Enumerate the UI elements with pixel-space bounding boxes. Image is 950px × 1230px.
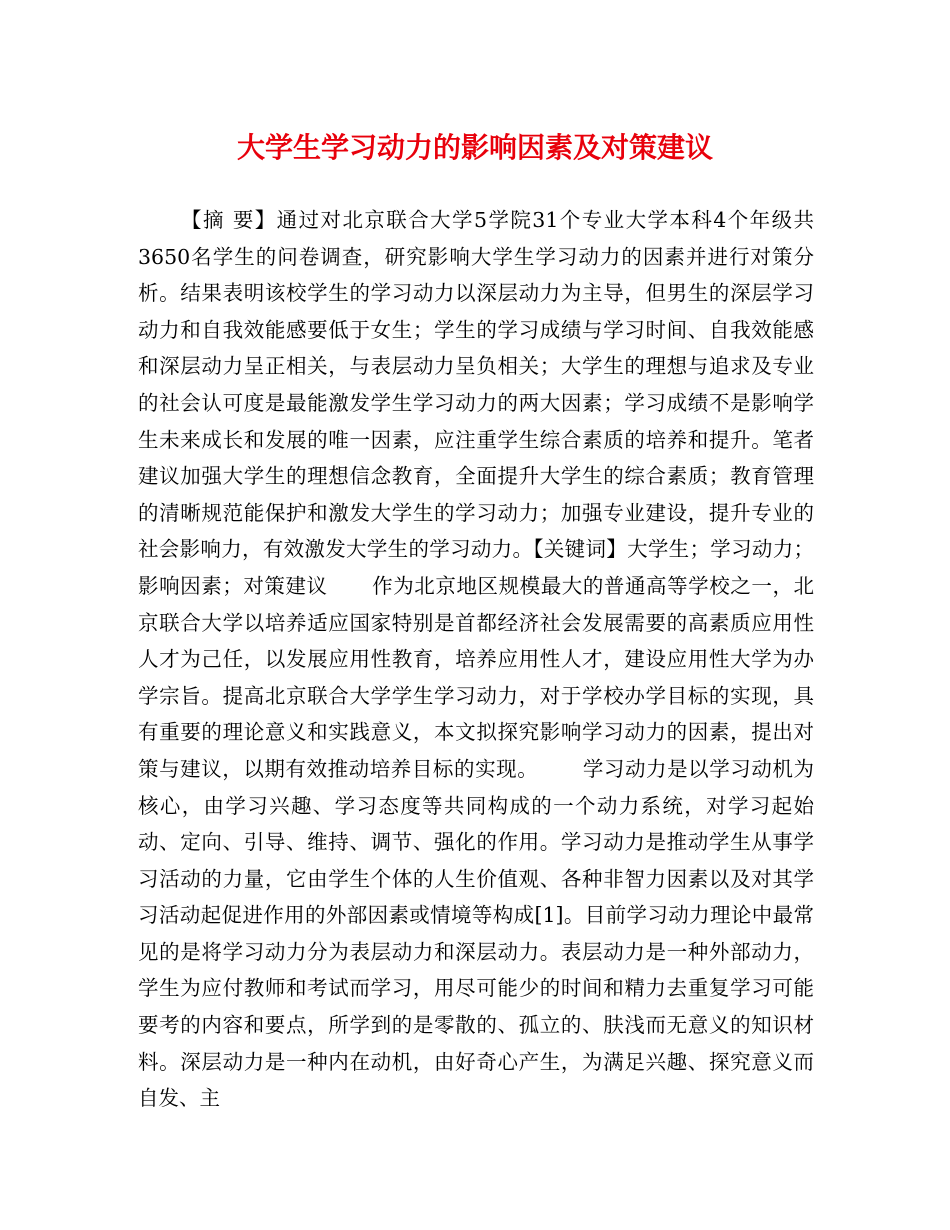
document-title: 大学生学习动力的影响因素及对策建议 (236, 131, 713, 164)
keywords-text: 【关键词】大学生；学习动力；影响因素；对策建议 (138, 537, 815, 598)
abstract-text: 【摘 要】通过对北京联合大学5学院31个专业大学本科4个年级共3650名学生的问卷调查，研究影响大学生学习动力的因素并进行对策分析。结果表明该校学生的学习动力以深层动力为主导，但男生的深层学习动力和自我效能感要低于女生；学生的学习成绩与学习时间、自我效能感和深层动力呈正相关，与表层动力呈负相关；大学生的理想与追求及专业的社会认可度是最能激发学生学习动力的两大因素；学习成绩不是影响学生未来成长和发展的唯一因素，应注重学生综合素质的培养和提升。笔者建议加强大学生的理想信念教育，全面提升大学生的综合素质；教育管理的清晰规范能保护和激发大学生的学习动力；加强专业建设，提升专业的社会影响力，有效激发大学生的学习动力。 (138, 208, 814, 562)
document-body (138, 202, 814, 1117)
body-paragraph-1: 作为北京地区规模最大的普通高等学校之一，北京联合大学以培养适应国家特别是首都经济社会发展需要的高素质应用性人才为己任，以发展应用性教育，培养应用性人才，建设应用性大学为办学宗旨。提高北京联合大学学生学习动力，对于学校办学目标的实现，具有重要的理论意义和实践意义，本文拟探究影响学习动力的因素，提出对策与建议，以期有效推动培养目标的实现。 (138, 573, 815, 781)
body-paragraph-2: 学习动力是以学习动机为核心，由学习兴趣、学习态度等共同构成的一个动力系统，对学习起始动、定向、引导、维持、调节、强化的作用。学习动力是推动学生从事学习活动的力量，它由学生个体的人生价值观、各种非智力因素以及对其学习活动起促进作用的外部因素或情境等构成[1]。目前学习动力理论中最常见的是将学习动力分为表层动力和深层动力。表层动力是一种外部动力，学生为应付教师和考试而学习，用尽可能少的时间和精力去重复学习可能要考的内容和要点，所学到的是零散的、孤立的、肤浅而无意义的知识材料。深层动力是一种内在动机，由好奇心产生，为满足兴趣、探究意义而自发、主 (138, 756, 814, 1111)
